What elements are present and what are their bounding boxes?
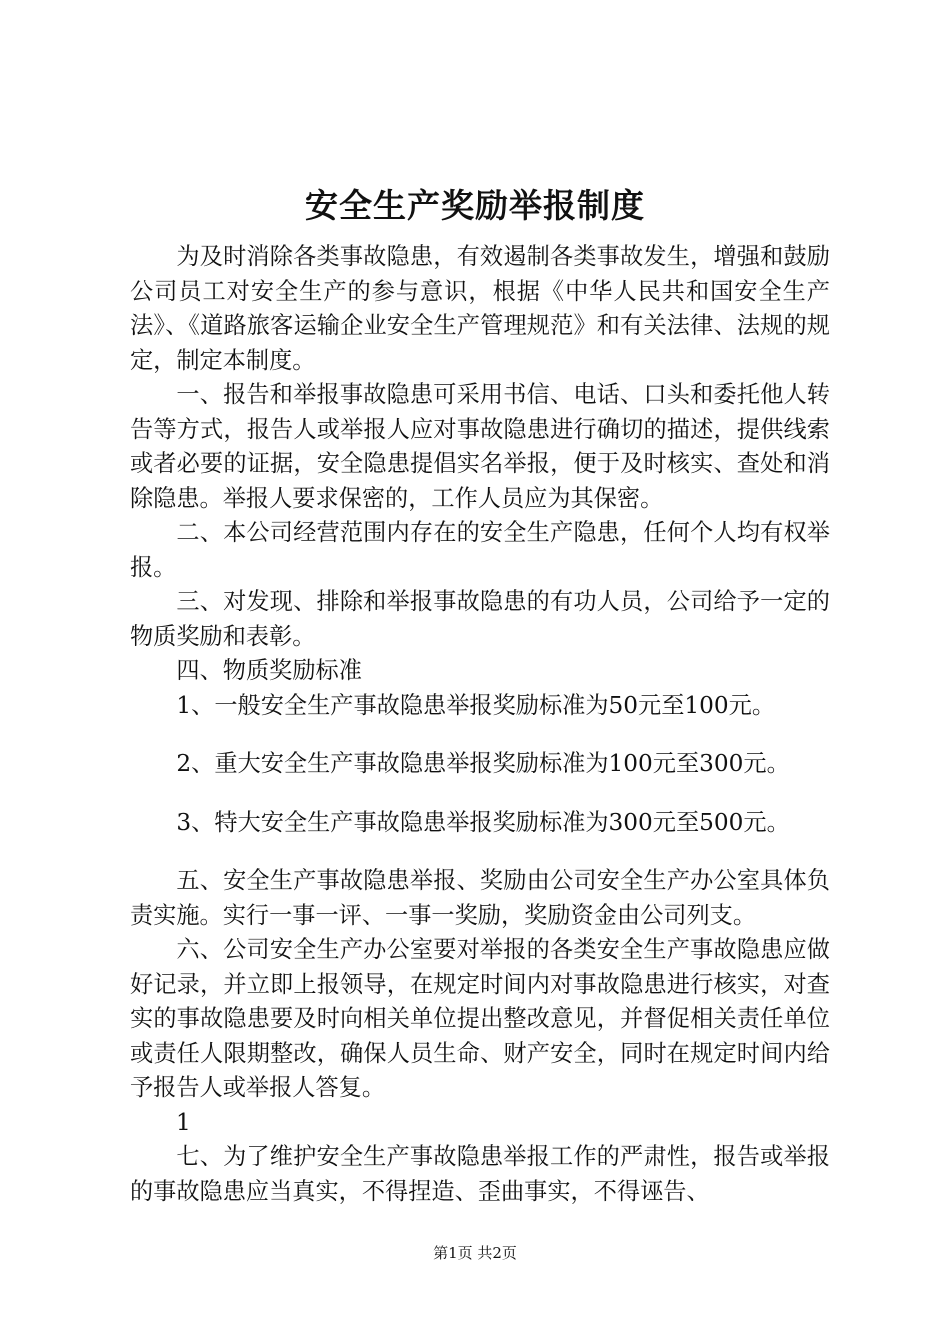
document-body: [130, 240, 830, 1209]
paragraph-section-7: 七、为了维护安全生产事故隐患举报工作的严肃性，报告或举报的事故隐患应当真实，不得捏造、歪曲事实，不得诬告、: [130, 1143, 830, 1205]
paragraph-section-2: 二、本公司经营范围内存在的安全生产隐患，任何个人均有权举报。: [130, 519, 830, 581]
inline-page-number: 1: [176, 1108, 191, 1136]
page-footer: 第1页 共2页: [433, 1244, 517, 1262]
paragraph-section-4-heading: 四、物质奖励标准: [176, 657, 362, 684]
reward-item-major: 2、重大安全生产事故隐患举报奖励标准为100元至300元。: [176, 750, 790, 777]
paragraph-section-5: 五、安全生产事故隐患举报、奖励由公司安全生产办公室具体负责实施。实行一事一评、一事一奖励，奖励资金由公司列支。: [130, 867, 830, 929]
paragraph-intro: 为及时消除各类事故隐患，有效遏制各类事故发生，增强和鼓励公司员工对安全生产的参与意识，根据《中华人民共和国安全生产法》、《道路旅客运输企业安全生产管理规范》和有关法律、法规的规定，制定本制度。: [130, 243, 830, 374]
document-title: 安全生产奖励举报制度: [305, 186, 645, 225]
paragraph-section-1: 一、报告和举报事故隐患可采用书信、电话、口头和委托他人转告等方式，报告人或举报人应对事故隐患进行确切的描述，提供线索或者必要的证据，安全隐患提倡实名举报，便于及时核实、查处和消除隐患。举报人要求保密的，工作人员应为其保密。: [130, 381, 830, 512]
reward-item-extraordinary: 3、特大安全生产事故隐患举报奖励标准为300元至500元。: [176, 808, 790, 836]
paragraph-section-3: 三、对发现、排除和举报事故隐患的有功人员，公司给予一定的物质奖励和表彰。: [130, 588, 830, 650]
reward-item-general: 1、一般安全生产事故隐患举报奖励标准为50元至100元。: [176, 691, 776, 719]
paragraph-section-6: 六、公司安全生产办公室要对举报的各类安全生产事故隐患应做好记录，并立即上报领导，在规定时间内对事故隐患进行核实，对查实的事故隐患要及时向相关单位提出整改意见，并督促相关责任单位或责任人限期整改，确保人员生命、财产安全，同时在规定时间内给予报告人或举报人答复。: [130, 936, 830, 1101]
